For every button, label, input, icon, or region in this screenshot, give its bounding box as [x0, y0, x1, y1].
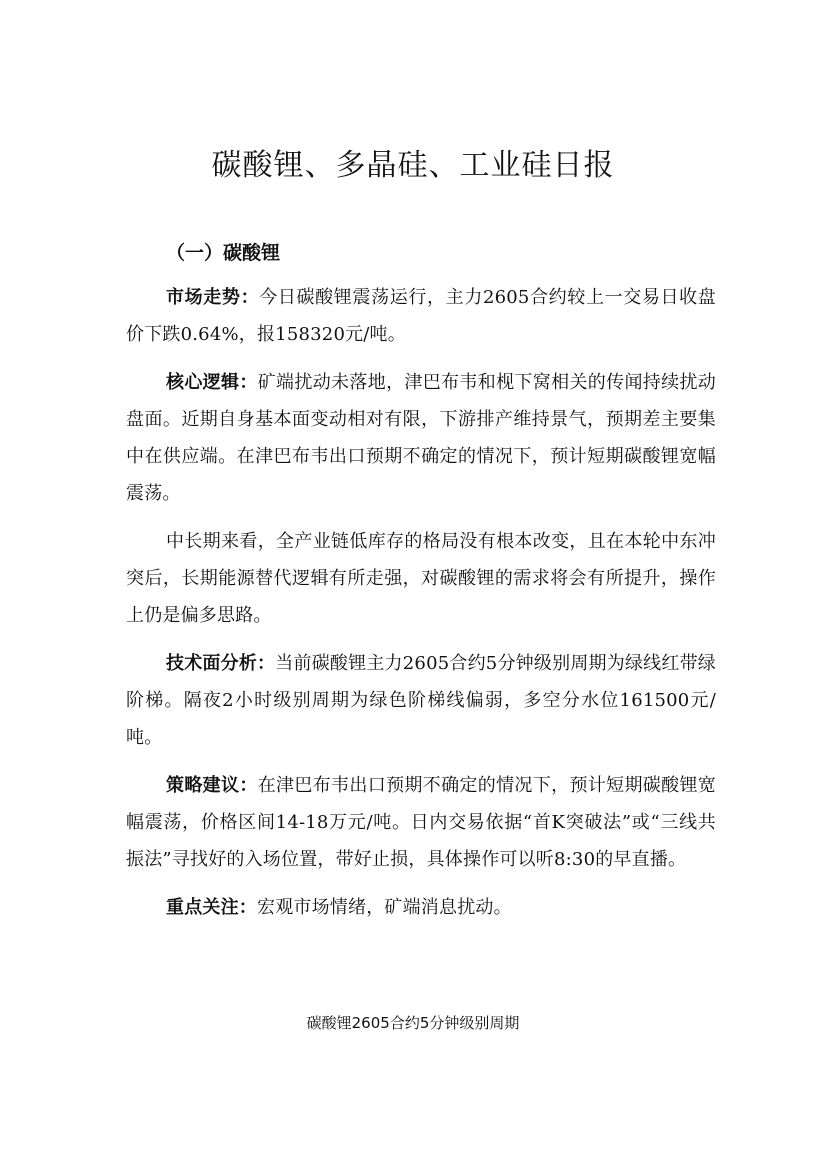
paragraph-key-focus	[126, 889, 716, 926]
text-core-logic: 矿端扰动未落地，津巴布韦和枧下窝相关的传闻持续扰动盘面。近期自身基本面变动相对有限，下游排产维持景气，预期差主要集中在供应端。在津巴布韦出口预期不确定的情况下，预计短期碳酸锂宽幅震荡。	[126, 372, 717, 504]
label-core-logic: 核心逻辑：	[166, 372, 258, 393]
label-key-focus: 重点关注：	[166, 897, 257, 918]
paragraph-core-logic	[126, 364, 716, 512]
text-strategy: 在津巴布韦出口预期不确定的情况下，预计短期碳酸锂宽幅震荡，价格区间14-18万元/吨。日内交易依据“首K突破法”或“三线共振法”寻找好的入场位置，带好止损，具体操作可以听8:30的早直播。	[126, 775, 717, 870]
section-heading-lithium-carbonate: （一）碳酸锂	[166, 242, 281, 264]
paragraph-long-term-view	[126, 523, 716, 634]
paragraph-strategy	[126, 767, 716, 878]
paragraph-market-trend	[126, 279, 716, 353]
text-technical-analysis: 当前碳酸锂主力2605合约5分钟级别周期为绿线红带绿阶梯。隔夜2小时级别周期为绿色阶梯线偏弱，多空分水位161500元/吨。	[126, 653, 716, 748]
report-title: 碳酸锂、多晶硅、工业硅日报	[211, 148, 615, 183]
label-technical-analysis: 技术面分析：	[166, 653, 276, 674]
text-long-term-view: 中长期来看，全产业链低库存的格局没有根本改变，且在本轮中东冲突后，长期能源替代逻辑有所走强，对碳酸锂的需求将会有所提升，操作上仍是偏多思路。	[126, 531, 716, 626]
chart-caption: 碳酸锂2605合约5分钟级别周期	[306, 1014, 520, 1032]
paragraph-technical-analysis	[126, 645, 716, 756]
label-strategy: 策略建议：	[166, 775, 258, 796]
report-body	[126, 279, 716, 937]
text-market-trend: 今日碳酸锂震荡运行，主力2605合约较上一交易日收盘价下跌0.64%，报158320元/吨。	[126, 287, 717, 345]
label-market-trend: 市场走势：	[166, 287, 260, 308]
text-key-focus: 宏观市场情绪，矿端消息扰动。	[257, 897, 512, 918]
